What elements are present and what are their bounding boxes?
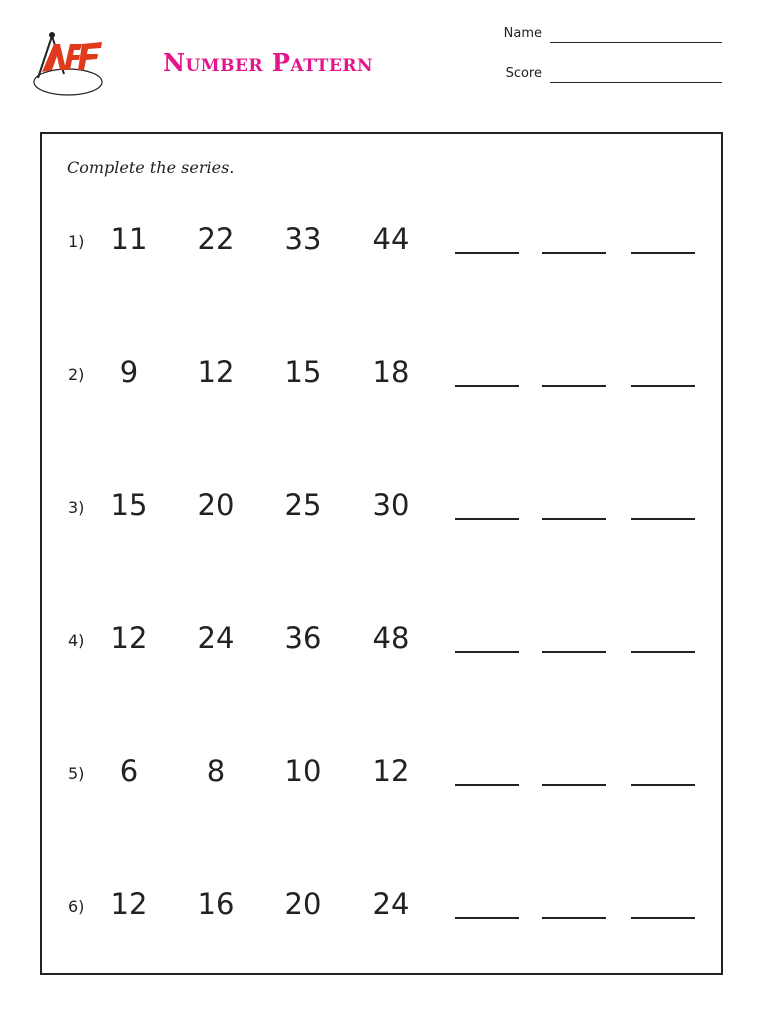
series-value: 6 [119, 754, 139, 788]
series-value: 20 [197, 488, 235, 522]
problem-row [0, 623, 768, 673]
answer-blank[interactable] [542, 385, 606, 387]
series-value: 15 [110, 488, 148, 522]
answer-blank[interactable] [631, 518, 695, 520]
problem-row [0, 224, 768, 274]
answer-blank[interactable] [631, 784, 695, 786]
problem-number: 2) [68, 365, 85, 384]
series-value: 12 [110, 621, 148, 655]
answer-blank[interactable] [455, 385, 519, 387]
answer-blank[interactable] [455, 518, 519, 520]
score-field [480, 66, 542, 81]
problem-number: 3) [68, 498, 85, 517]
worksheet-title: Number Pattern [163, 48, 374, 77]
problem-number: 6) [68, 897, 85, 916]
problem-row [0, 357, 768, 407]
series-value: 30 [372, 488, 410, 522]
answer-blank[interactable] [542, 784, 606, 786]
series-value: 12 [110, 887, 148, 921]
series-value: 48 [372, 621, 410, 655]
series-value: 11 [110, 222, 148, 256]
series-value: 12 [372, 754, 410, 788]
score-label: Score [505, 66, 542, 81]
answer-blank[interactable] [542, 651, 606, 653]
series-value: 44 [372, 222, 410, 256]
mf-logo [30, 26, 114, 102]
series-value: 16 [197, 887, 235, 921]
series-value: 36 [284, 621, 322, 655]
problem-row [0, 756, 768, 806]
answer-blank[interactable] [631, 252, 695, 254]
series-value: 20 [284, 887, 322, 921]
answer-blank[interactable] [455, 917, 519, 919]
problem-row [0, 490, 768, 540]
answer-blank[interactable] [631, 385, 695, 387]
name-line [550, 42, 722, 43]
problem-number: 4) [68, 631, 85, 650]
name-label: Name [503, 26, 542, 41]
name-field [480, 26, 542, 41]
answer-blank[interactable] [455, 651, 519, 653]
series-value: 25 [284, 488, 322, 522]
series-value: 33 [284, 222, 322, 256]
problem-number: 1) [68, 232, 85, 251]
series-value: 8 [206, 754, 226, 788]
answer-blank[interactable] [542, 917, 606, 919]
series-value: 22 [197, 222, 235, 256]
score-line [550, 82, 722, 83]
problem-number: 5) [68, 764, 85, 783]
series-value: 9 [119, 355, 139, 389]
answer-blank[interactable] [455, 784, 519, 786]
series-value: 24 [197, 621, 235, 655]
instructions: Complete the series. [67, 158, 235, 177]
answer-blank[interactable] [455, 252, 519, 254]
answer-blank[interactable] [542, 252, 606, 254]
answer-blank[interactable] [631, 651, 695, 653]
series-value: 18 [372, 355, 410, 389]
series-value: 24 [372, 887, 410, 921]
series-value: 15 [284, 355, 322, 389]
series-value: 12 [197, 355, 235, 389]
answer-blank[interactable] [631, 917, 695, 919]
answer-blank[interactable] [542, 518, 606, 520]
series-value: 10 [284, 754, 322, 788]
problem-row [0, 889, 768, 939]
